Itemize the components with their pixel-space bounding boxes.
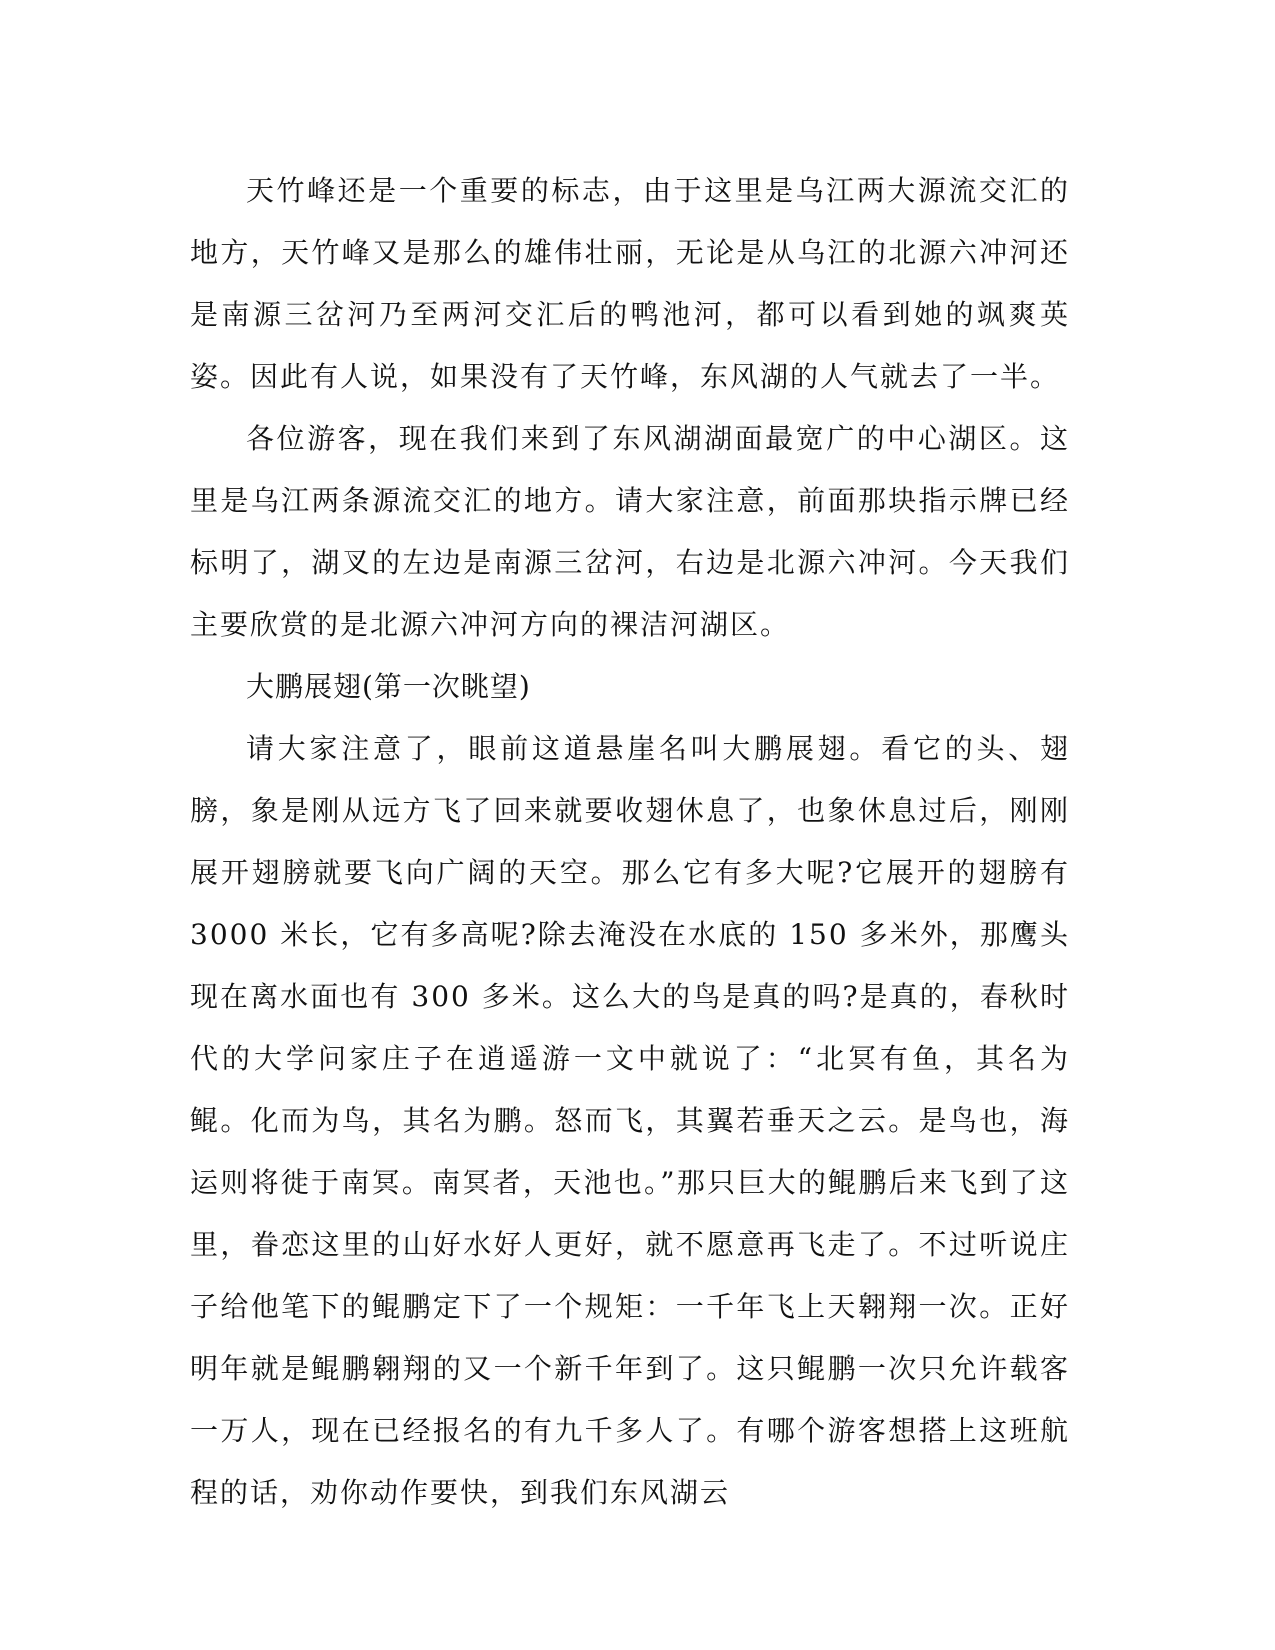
paragraph-central-lake: 各位游客，现在我们来到了东风湖湖面最宽广的中心湖区。这里是乌江两条源流交汇的地方。请大家注意，前面那块指示牌已经标明了，湖叉的左边是南源三岔河，右边是北源六冲河。今天我们主要欣赏的是北源六冲河方向的裸洁河湖区。 — [190, 422, 1070, 641]
paragraph-dapeng: 请大家注意了，眼前这道悬崖名叫大鹏展翅。看它的头、翅膀，象是刚从远方飞了回来就要收翅休息了，也象休息过后，刚刚展开翅膀就要飞向广阔的天空。那么它有多大呢?它展开的翅膀有 3000 米长，它有多高呢?除去淹没在水底的 150 多米外，那鹰头现在离水面也有 300 多米。这么大的鸟是真的吗?是真的，春秋时代的大学问家庄子在逍遥游一文中就说了：“北冥有鱼，其名为鲲。化而为鸟，其名为鹏。怒而飞，其翼若垂天之云。是鸟也，海运则将徙于南冥。南冥者，天池也。”那只巨大的鲲鹏后来飞到了这里，眷恋这里的山好水好人更好，就不愿意再飞走了。不过听说庄子给他笔下的鲲鹏定下了一个规矩：一千年飞上天翱翔一次。正好明年就是鲲鹏翱翔的又一个新千年到了。这只鲲鹏一次只允许载客一万人，现在已经报名的有九千多人了。有哪个游客想搭上这班航程的话，劝你动作要快，到我们东风湖云 — [190, 732, 1070, 1509]
section-heading-dapeng: 大鹏展翅(第一次眺望) — [246, 670, 531, 703]
document-body — [190, 160, 1070, 1524]
paragraph-tianzhu-peak: 天竹峰还是一个重要的标志，由于这里是乌江两大源流交汇的地方，天竹峰又是那么的雄伟壮丽，无论是从乌江的北源六冲河还是南源三岔河乃至两河交汇后的鸭池河，都可以看到她的飒爽英姿。因此有人说，如果没有了天竹峰，东风湖的人气就去了一半。 — [190, 174, 1070, 393]
